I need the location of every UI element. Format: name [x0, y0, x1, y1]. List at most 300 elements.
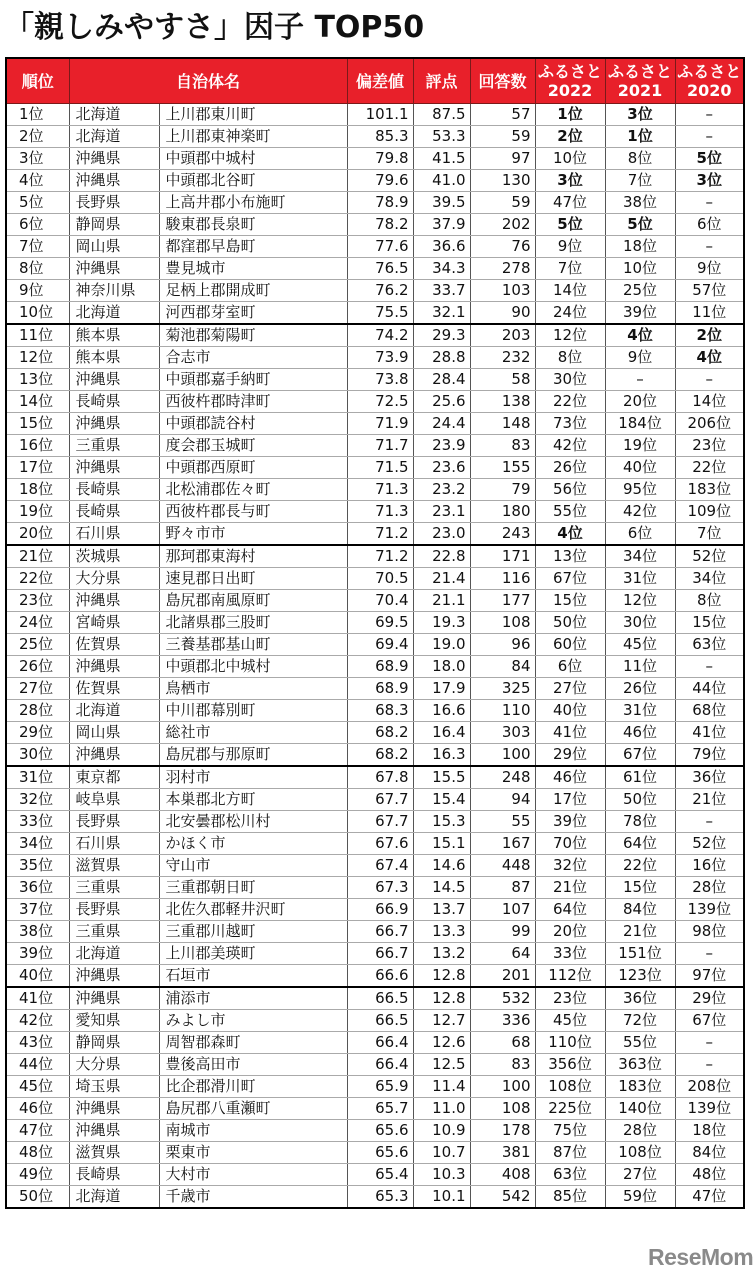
cell-responses: 68 — [470, 1032, 535, 1054]
cell-municipality: 北安曇郡松川村 — [159, 811, 347, 833]
cell-municipality: 島尻郡八重瀬町 — [159, 1098, 347, 1120]
cell-rank: 2位 — [6, 126, 69, 148]
cell-rank: 32位 — [6, 789, 69, 811]
cell-score: 29.3 — [413, 324, 470, 347]
cell-prefecture: 長崎県 — [69, 501, 159, 523]
table-row — [6, 700, 744, 722]
cell-furusato-2020: 15位 — [675, 612, 744, 634]
cell-responses: 542 — [470, 1186, 535, 1209]
cell-prefecture: 沖縄県 — [69, 1098, 159, 1120]
cell-municipality: 上川郡東神楽町 — [159, 126, 347, 148]
cell-score: 10.9 — [413, 1120, 470, 1142]
cell-deviation: 66.4 — [347, 1054, 413, 1076]
cell-rank: 34位 — [6, 833, 69, 855]
cell-furusato-2021: 21位 — [605, 921, 675, 943]
cell-furusato-2022: 3位 — [535, 170, 605, 192]
cell-municipality: 都窪郡早島町 — [159, 236, 347, 258]
cell-responses: 99 — [470, 921, 535, 943]
cell-rank: 50位 — [6, 1186, 69, 1209]
cell-responses: 180 — [470, 501, 535, 523]
cell-responses: 232 — [470, 347, 535, 369]
cell-deviation: 85.3 — [347, 126, 413, 148]
cell-score: 11.4 — [413, 1076, 470, 1098]
cell-prefecture: 大分県 — [69, 1054, 159, 1076]
cell-municipality: 駿東郡長泉町 — [159, 214, 347, 236]
cell-rank: 13位 — [6, 369, 69, 391]
cell-furusato-2021: 6位 — [605, 523, 675, 546]
cell-responses: 532 — [470, 987, 535, 1010]
cell-furusato-2020: 79位 — [675, 744, 744, 767]
cell-furusato-2020: 9位 — [675, 258, 744, 280]
cell-furusato-2022: 26位 — [535, 457, 605, 479]
cell-score: 41.0 — [413, 170, 470, 192]
cell-rank: 12位 — [6, 347, 69, 369]
cell-rank: 18位 — [6, 479, 69, 501]
cell-municipality: 西彼杵郡時津町 — [159, 391, 347, 413]
cell-score: 10.7 — [413, 1142, 470, 1164]
cell-municipality: 西彼杵郡長与町 — [159, 501, 347, 523]
cell-responses: 84 — [470, 656, 535, 678]
cell-prefecture: 北海道 — [69, 302, 159, 325]
cell-rank: 3位 — [6, 148, 69, 170]
cell-furusato-2022: 5位 — [535, 214, 605, 236]
cell-responses: 243 — [470, 523, 535, 546]
cell-municipality: 北佐久郡軽井沢町 — [159, 899, 347, 921]
cell-furusato-2021: 61位 — [605, 766, 675, 789]
cell-municipality: 中頭郡読谷村 — [159, 413, 347, 435]
cell-rank: 17位 — [6, 457, 69, 479]
cell-score: 33.7 — [413, 280, 470, 302]
table-row — [6, 104, 744, 126]
cell-furusato-2022: 50位 — [535, 612, 605, 634]
cell-furusato-2021: 183位 — [605, 1076, 675, 1098]
cell-furusato-2022: 2位 — [535, 126, 605, 148]
cell-score: 39.5 — [413, 192, 470, 214]
cell-furusato-2020: 47位 — [675, 1186, 744, 1209]
table-row — [6, 987, 744, 1010]
cell-deviation: 73.8 — [347, 369, 413, 391]
cell-municipality: 鳥栖市 — [159, 678, 347, 700]
cell-score: 12.8 — [413, 965, 470, 988]
cell-score: 12.6 — [413, 1032, 470, 1054]
table-row — [6, 501, 744, 523]
cell-furusato-2020: 11位 — [675, 302, 744, 325]
cell-deviation: 68.3 — [347, 700, 413, 722]
table-row — [6, 479, 744, 501]
cell-furusato-2020: 3位 — [675, 170, 744, 192]
cell-rank: 26位 — [6, 656, 69, 678]
cell-deviation: 77.6 — [347, 236, 413, 258]
cell-prefecture: 北海道 — [69, 1186, 159, 1209]
cell-furusato-2020: – — [675, 104, 744, 126]
cell-responses: 90 — [470, 302, 535, 325]
cell-score: 16.6 — [413, 700, 470, 722]
table-row — [6, 568, 744, 590]
cell-prefecture: 北海道 — [69, 943, 159, 965]
cell-furusato-2020: 34位 — [675, 568, 744, 590]
cell-rank: 31位 — [6, 766, 69, 789]
cell-responses: 167 — [470, 833, 535, 855]
cell-furusato-2022: 17位 — [535, 789, 605, 811]
cell-prefecture: 滋賀県 — [69, 1142, 159, 1164]
cell-furusato-2022: 8位 — [535, 347, 605, 369]
cell-furusato-2021: 15位 — [605, 877, 675, 899]
cell-furusato-2022: 32位 — [535, 855, 605, 877]
cell-furusato-2020: 139位 — [675, 899, 744, 921]
cell-deviation: 68.2 — [347, 744, 413, 767]
cell-furusato-2021: 72位 — [605, 1010, 675, 1032]
cell-rank: 24位 — [6, 612, 69, 634]
cell-deviation: 65.3 — [347, 1186, 413, 1209]
table-row — [6, 1054, 744, 1076]
cell-score: 14.6 — [413, 855, 470, 877]
cell-furusato-2020: – — [675, 811, 744, 833]
cell-furusato-2022: 4位 — [535, 523, 605, 546]
cell-rank: 35位 — [6, 855, 69, 877]
cell-responses: 83 — [470, 435, 535, 457]
cell-municipality: 栗東市 — [159, 1142, 347, 1164]
cell-rank: 45位 — [6, 1076, 69, 1098]
cell-prefecture: 三重県 — [69, 877, 159, 899]
cell-furusato-2021: 64位 — [605, 833, 675, 855]
cell-score: 28.4 — [413, 369, 470, 391]
cell-score: 24.4 — [413, 413, 470, 435]
cell-score: 11.0 — [413, 1098, 470, 1120]
cell-prefecture: 岐阜県 — [69, 789, 159, 811]
cell-prefecture: 長野県 — [69, 811, 159, 833]
table-row — [6, 590, 744, 612]
table-row — [6, 148, 744, 170]
cell-furusato-2020: 183位 — [675, 479, 744, 501]
cell-furusato-2020: 109位 — [675, 501, 744, 523]
cell-furusato-2022: 10位 — [535, 148, 605, 170]
cell-score: 16.4 — [413, 722, 470, 744]
cell-furusato-2020: 23位 — [675, 435, 744, 457]
table-row — [6, 899, 744, 921]
cell-responses: 57 — [470, 104, 535, 126]
cell-responses: 58 — [470, 369, 535, 391]
cell-responses: 97 — [470, 148, 535, 170]
cell-furusato-2022: 56位 — [535, 479, 605, 501]
cell-deviation: 71.9 — [347, 413, 413, 435]
cell-deviation: 76.5 — [347, 258, 413, 280]
cell-furusato-2021: 5位 — [605, 214, 675, 236]
cell-furusato-2021: 31位 — [605, 568, 675, 590]
cell-prefecture: 岡山県 — [69, 722, 159, 744]
cell-deviation: 68.9 — [347, 656, 413, 678]
cell-score: 21.4 — [413, 568, 470, 590]
cell-furusato-2022: 85位 — [535, 1186, 605, 1209]
cell-furusato-2022: 14位 — [535, 280, 605, 302]
cell-score: 19.0 — [413, 634, 470, 656]
cell-municipality: 石垣市 — [159, 965, 347, 988]
cell-furusato-2022: 67位 — [535, 568, 605, 590]
cell-responses: 203 — [470, 324, 535, 347]
cell-responses: 59 — [470, 126, 535, 148]
table-row — [6, 258, 744, 280]
cell-score: 28.8 — [413, 347, 470, 369]
cell-prefecture: 岡山県 — [69, 236, 159, 258]
cell-furusato-2022: 356位 — [535, 1054, 605, 1076]
table-row — [6, 347, 744, 369]
cell-furusato-2020: – — [675, 236, 744, 258]
cell-score: 25.6 — [413, 391, 470, 413]
table-row — [6, 236, 744, 258]
cell-furusato-2021: 46位 — [605, 722, 675, 744]
cell-deviation: 69.5 — [347, 612, 413, 634]
cell-score: 14.5 — [413, 877, 470, 899]
cell-furusato-2021: 26位 — [605, 678, 675, 700]
cell-deviation: 65.6 — [347, 1142, 413, 1164]
cell-responses: 381 — [470, 1142, 535, 1164]
cell-furusato-2020: 8位 — [675, 590, 744, 612]
cell-deviation: 71.3 — [347, 501, 413, 523]
cell-responses: 178 — [470, 1120, 535, 1142]
cell-deviation: 74.2 — [347, 324, 413, 347]
cell-municipality: 度会郡玉城町 — [159, 435, 347, 457]
cell-municipality: 北松浦郡佐々町 — [159, 479, 347, 501]
cell-furusato-2021: 123位 — [605, 965, 675, 988]
table-row — [6, 855, 744, 877]
cell-furusato-2022: 24位 — [535, 302, 605, 325]
table-row — [6, 1120, 744, 1142]
cell-furusato-2022: 63位 — [535, 1164, 605, 1186]
cell-furusato-2022: 9位 — [535, 236, 605, 258]
cell-municipality: 比企郡滑川町 — [159, 1076, 347, 1098]
header-municipality: 自治体名 — [69, 58, 347, 104]
cell-furusato-2022: 15位 — [535, 590, 605, 612]
cell-furusato-2022: 110位 — [535, 1032, 605, 1054]
cell-deviation: 79.8 — [347, 148, 413, 170]
cell-furusato-2021: 8位 — [605, 148, 675, 170]
cell-score: 15.5 — [413, 766, 470, 789]
table-row — [6, 435, 744, 457]
cell-deviation: 70.4 — [347, 590, 413, 612]
cell-rank: 4位 — [6, 170, 69, 192]
cell-rank: 7位 — [6, 236, 69, 258]
cell-furusato-2021: 55位 — [605, 1032, 675, 1054]
cell-furusato-2022: 29位 — [535, 744, 605, 767]
cell-rank: 14位 — [6, 391, 69, 413]
cell-furusato-2020: 14位 — [675, 391, 744, 413]
cell-furusato-2022: 7位 — [535, 258, 605, 280]
cell-rank: 33位 — [6, 811, 69, 833]
cell-deviation: 67.8 — [347, 766, 413, 789]
cell-furusato-2020: 29位 — [675, 987, 744, 1010]
cell-municipality: 野々市市 — [159, 523, 347, 546]
cell-rank: 11位 — [6, 324, 69, 347]
cell-municipality: 豊見城市 — [159, 258, 347, 280]
cell-responses: 130 — [470, 170, 535, 192]
cell-furusato-2022: 22位 — [535, 391, 605, 413]
cell-score: 23.6 — [413, 457, 470, 479]
cell-score: 23.1 — [413, 501, 470, 523]
cell-furusato-2021: 42位 — [605, 501, 675, 523]
cell-deviation: 65.6 — [347, 1120, 413, 1142]
cell-rank: 36位 — [6, 877, 69, 899]
cell-deviation: 67.7 — [347, 789, 413, 811]
cell-deviation: 67.3 — [347, 877, 413, 899]
cell-deviation: 71.3 — [347, 479, 413, 501]
table-row — [6, 324, 744, 347]
cell-responses: 171 — [470, 545, 535, 568]
cell-deviation: 66.5 — [347, 1010, 413, 1032]
cell-furusato-2020: 36位 — [675, 766, 744, 789]
cell-rank: 16位 — [6, 435, 69, 457]
cell-municipality: 豊後高田市 — [159, 1054, 347, 1076]
cell-furusato-2020: – — [675, 369, 744, 391]
cell-municipality: 中頭郡嘉手納町 — [159, 369, 347, 391]
cell-furusato-2020: – — [675, 943, 744, 965]
cell-municipality: 上高井郡小布施町 — [159, 192, 347, 214]
cell-furusato-2021: 39位 — [605, 302, 675, 325]
cell-prefecture: 神奈川県 — [69, 280, 159, 302]
cell-furusato-2021: 27位 — [605, 1164, 675, 1186]
table-row — [6, 1186, 744, 1209]
cell-responses: 94 — [470, 789, 535, 811]
cell-score: 18.0 — [413, 656, 470, 678]
cell-furusato-2021: 50位 — [605, 789, 675, 811]
cell-furusato-2020: 57位 — [675, 280, 744, 302]
cell-furusato-2022: 70位 — [535, 833, 605, 855]
cell-municipality: 三養基郡基山町 — [159, 634, 347, 656]
cell-prefecture: 北海道 — [69, 700, 159, 722]
cell-score: 10.1 — [413, 1186, 470, 1209]
cell-score: 12.8 — [413, 987, 470, 1010]
cell-municipality: 那珂郡東海村 — [159, 545, 347, 568]
table-row — [6, 391, 744, 413]
cell-prefecture: 茨城県 — [69, 545, 159, 568]
cell-deviation: 76.2 — [347, 280, 413, 302]
cell-rank: 49位 — [6, 1164, 69, 1186]
cell-responses: 201 — [470, 965, 535, 988]
cell-deviation: 67.4 — [347, 855, 413, 877]
cell-furusato-2020: 44位 — [675, 678, 744, 700]
cell-furusato-2021: 78位 — [605, 811, 675, 833]
cell-prefecture: 沖縄県 — [69, 590, 159, 612]
cell-deviation: 78.9 — [347, 192, 413, 214]
cell-prefecture: 沖縄県 — [69, 258, 159, 280]
cell-responses: 83 — [470, 1054, 535, 1076]
table-row — [6, 126, 744, 148]
cell-furusato-2021: 95位 — [605, 479, 675, 501]
cell-furusato-2020: – — [675, 656, 744, 678]
cell-responses: 76 — [470, 236, 535, 258]
cell-furusato-2020: 52位 — [675, 833, 744, 855]
cell-furusato-2022: 20位 — [535, 921, 605, 943]
cell-responses: 64 — [470, 943, 535, 965]
cell-furusato-2020: 4位 — [675, 347, 744, 369]
cell-score: 37.9 — [413, 214, 470, 236]
cell-furusato-2022: 12位 — [535, 324, 605, 347]
cell-furusato-2020: 18位 — [675, 1120, 744, 1142]
cell-municipality: 大村市 — [159, 1164, 347, 1186]
cell-furusato-2020: – — [675, 1032, 744, 1054]
cell-municipality: 浦添市 — [159, 987, 347, 1010]
cell-furusato-2022: 45位 — [535, 1010, 605, 1032]
cell-municipality: 速見郡日出町 — [159, 568, 347, 590]
cell-responses: 108 — [470, 1098, 535, 1120]
cell-rank: 37位 — [6, 899, 69, 921]
cell-municipality: 中頭郡西原町 — [159, 457, 347, 479]
table-row — [6, 1142, 744, 1164]
cell-score: 34.3 — [413, 258, 470, 280]
cell-rank: 47位 — [6, 1120, 69, 1142]
cell-municipality: 中川郡幕別町 — [159, 700, 347, 722]
table-row — [6, 302, 744, 325]
cell-municipality: 足柄上郡開成町 — [159, 280, 347, 302]
cell-furusato-2020: 7位 — [675, 523, 744, 546]
cell-prefecture: 佐賀県 — [69, 634, 159, 656]
table-row — [6, 280, 744, 302]
cell-responses: 155 — [470, 457, 535, 479]
cell-prefecture: 佐賀県 — [69, 678, 159, 700]
cell-furusato-2021: 108位 — [605, 1142, 675, 1164]
cell-municipality: 千歳市 — [159, 1186, 347, 1209]
table-row — [6, 545, 744, 568]
cell-prefecture: 長崎県 — [69, 479, 159, 501]
cell-prefecture: 沖縄県 — [69, 148, 159, 170]
cell-rank: 10位 — [6, 302, 69, 325]
cell-prefecture: 沖縄県 — [69, 656, 159, 678]
table-row — [6, 634, 744, 656]
cell-deviation: 66.7 — [347, 921, 413, 943]
cell-prefecture: 沖縄県 — [69, 170, 159, 192]
cell-deviation: 65.7 — [347, 1098, 413, 1120]
cell-prefecture: 東京都 — [69, 766, 159, 789]
cell-rank: 22位 — [6, 568, 69, 590]
cell-furusato-2020: 139位 — [675, 1098, 744, 1120]
cell-municipality: みよし市 — [159, 1010, 347, 1032]
cell-rank: 43位 — [6, 1032, 69, 1054]
cell-responses: 100 — [470, 744, 535, 767]
cell-rank: 6位 — [6, 214, 69, 236]
cell-municipality: 島尻郡与那原町 — [159, 744, 347, 767]
cell-furusato-2020: – — [675, 192, 744, 214]
cell-rank: 15位 — [6, 413, 69, 435]
cell-furusato-2021: 4位 — [605, 324, 675, 347]
header-furusato-2020: ふるさと 2020 — [675, 58, 744, 104]
cell-deviation: 101.1 — [347, 104, 413, 126]
cell-deviation: 78.2 — [347, 214, 413, 236]
cell-furusato-2020: 208位 — [675, 1076, 744, 1098]
table-row — [6, 1098, 744, 1120]
cell-furusato-2020: 63位 — [675, 634, 744, 656]
cell-prefecture: 北海道 — [69, 126, 159, 148]
ranking-table — [5, 57, 745, 1209]
cell-score: 10.3 — [413, 1164, 470, 1186]
cell-score: 32.1 — [413, 302, 470, 325]
cell-rank: 9位 — [6, 280, 69, 302]
cell-prefecture: 三重県 — [69, 435, 159, 457]
cell-rank: 21位 — [6, 545, 69, 568]
cell-score: 19.3 — [413, 612, 470, 634]
cell-furusato-2021: 45位 — [605, 634, 675, 656]
table-row — [6, 921, 744, 943]
table-row — [6, 789, 744, 811]
table-row — [6, 457, 744, 479]
table-row — [6, 1164, 744, 1186]
table-row — [6, 877, 744, 899]
cell-score: 21.1 — [413, 590, 470, 612]
cell-prefecture: 長野県 — [69, 192, 159, 214]
cell-responses: 336 — [470, 1010, 535, 1032]
cell-furusato-2021: 12位 — [605, 590, 675, 612]
cell-municipality: 中頭郡中城村 — [159, 148, 347, 170]
cell-furusato-2022: 87位 — [535, 1142, 605, 1164]
cell-furusato-2020: 67位 — [675, 1010, 744, 1032]
cell-prefecture: 沖縄県 — [69, 744, 159, 767]
